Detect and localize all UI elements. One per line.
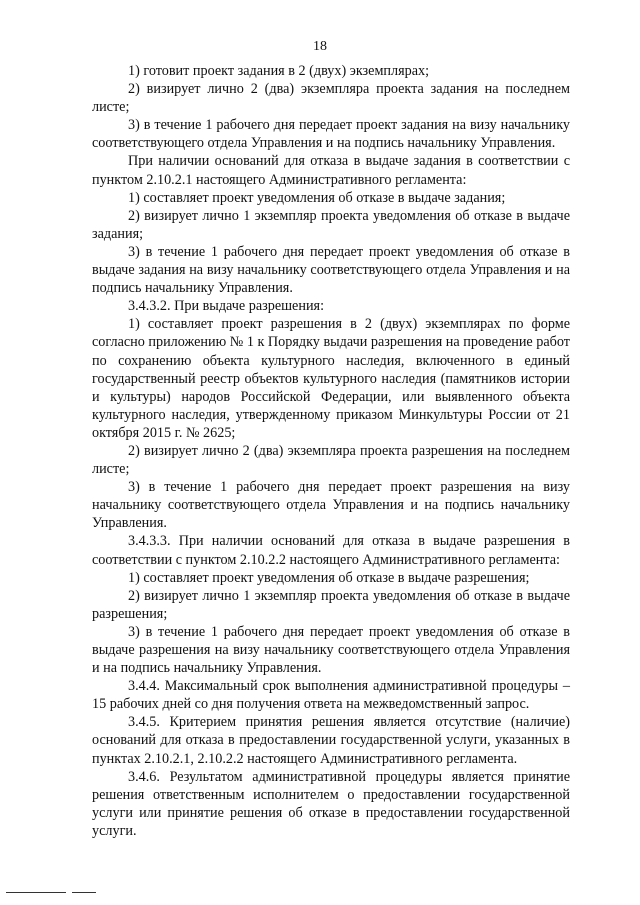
- paragraph: 1) составляет проект уведомления об отказе в выдаче разрешения;: [128, 569, 530, 586]
- paragraph: При наличии оснований для отказа в выдаче задания в соответствии с пунктом 2.10.2.1 настоящего Административного регламента:: [92, 153, 570, 188]
- paragraph: 2) визирует лично 1 экземпляр проекта уведомления об отказе в выдаче задания;: [92, 207, 570, 242]
- paragraph: 3) в течение 1 рабочего дня передает проект задания на визу начальнику соответствующего отдела Управления и на подпись начальнику Управления.: [92, 117, 570, 152]
- footer-rule: [6, 892, 66, 893]
- paragraph: 3) в течение 1 рабочего дня передает проект разрешения на визу начальнику соответствующего отдела Управления и на подпись начальнику Управления.: [92, 479, 570, 532]
- paragraph: 1) готовит проект задания в 2 (двух) экземплярах;: [128, 63, 430, 79]
- document-body: [92, 62, 570, 840]
- paragraph: 2) визирует лично 2 (два) экземпляра проекта задания на последнем листе;: [92, 81, 570, 116]
- paragraph: 3.4.3.2. При выдаче разрешения:: [128, 298, 325, 315]
- paragraph: 1) составляет проект разрешения в 2 (двух) экземплярах по форме согласно приложению № 1 к Порядку выдачи разрешения на проведение работ по сохранению объекта культурного наследия, включенного в единый государственный реестр объектов культурного наследия (памятников истории и культуры) народов Российской Федерации, или выявленного объекта культурного наследия, утвержденному приказом Минкультуры России от 21 октября 2015 г. № 2625;: [92, 316, 570, 441]
- paragraph: 3.4.4. Максимальный срок выполнения административной процедуры – 15 рабочих дней со дня получения ответа на межведомственный запрос.: [92, 678, 570, 713]
- paragraph: 2) визирует лично 1 экземпляр проекта уведомления об отказе в выдаче разрешения;: [92, 587, 570, 622]
- paragraph: 3.4.5. Критерием принятия решения является отсутствие (наличие) оснований для отказа в предоставлении государственной услуги, указанных в пунктах 2.10.2.1, 2.10.2.2 настоящего Административного регламента.: [92, 714, 570, 767]
- paragraph: 3) в течение 1 рабочего дня передает проект уведомления об отказе в выдаче задания на визу начальнику соответствующего отдела Управления и на подпись начальнику Управления.: [92, 243, 570, 297]
- paragraph: 3.4.6. Результатом административной процедуры является принятие решения ответственным исполнителем о предоставлении государственной услуги или принятие решения об отказе в предоставлении государственной услуги.: [92, 768, 570, 839]
- paragraph: 3.4.3.3. При наличии оснований для отказа в выдаче разрешения в соответствии с пунктом 2.10.2.2 настоящего Административного регламента:: [92, 533, 570, 568]
- footer-rule: [72, 892, 96, 893]
- paragraph: 2) визирует лично 2 (два) экземпляра проекта разрешения на последнем листе;: [92, 442, 570, 478]
- paragraph: 1) составляет проект уведомления об отказе в выдаче задания;: [128, 189, 506, 206]
- paragraph: 3) в течение 1 рабочего дня передает проект уведомления об отказе в выдаче разрешения на визу начальнику соответствующего отдела Управления и на подпись начальнику Управления.: [92, 623, 570, 677]
- page-number: 18: [313, 39, 327, 54]
